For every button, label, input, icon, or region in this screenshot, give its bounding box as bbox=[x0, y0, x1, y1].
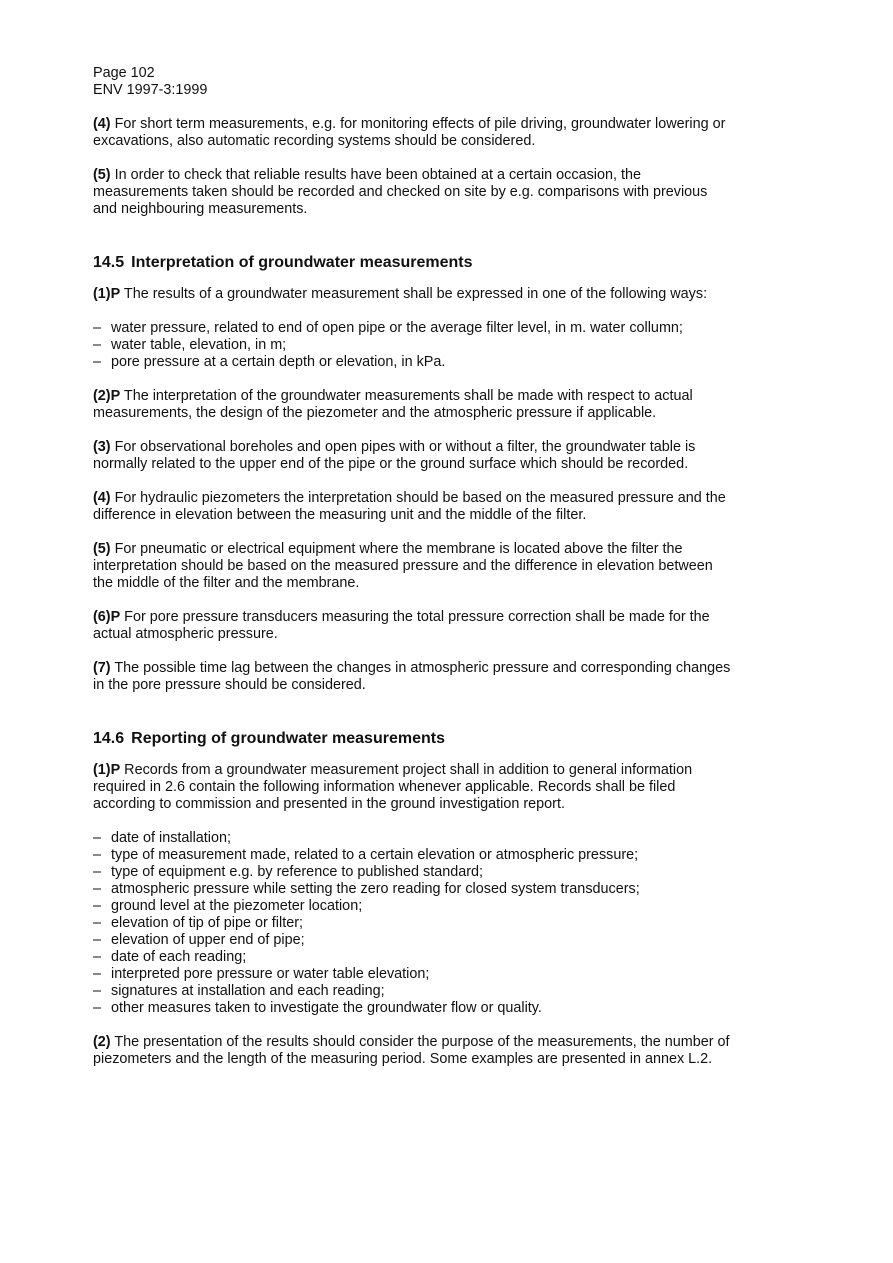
expression-list bbox=[93, 320, 733, 371]
clause-14-5-7 bbox=[93, 660, 733, 694]
clause-text: For pore pressure transducers measuring the total pressure correction shall be made for the actual atmospheric pressure. bbox=[93, 609, 710, 642]
section-heading-14-6 bbox=[93, 729, 733, 748]
clause-text: The results of a groundwater measurement shall be expressed in one of the following ways: bbox=[120, 286, 708, 302]
section-title: Reporting of groundwater measurements bbox=[131, 730, 445, 747]
clause-14-6-2 bbox=[93, 1034, 733, 1068]
clause-14-5-2 bbox=[93, 388, 733, 422]
document-code: ENV 1997-3:1999 bbox=[93, 82, 208, 98]
document-page bbox=[93, 65, 733, 1085]
clause-14-4-5 bbox=[93, 167, 733, 218]
section-number: 14.5 bbox=[93, 254, 125, 271]
clause-number: (4) bbox=[93, 116, 111, 132]
clause-text: The possible time lag between the changes in atmospheric pressure and corresponding changes in the pore pressure should be considered. bbox=[93, 660, 731, 693]
clause-text: The presentation of the results should consider the purpose of the measurements, the number of piezometers and the length of the measuring period. Some examples are presented in annex L.2. bbox=[93, 1034, 730, 1067]
clause-number: (7) bbox=[93, 660, 111, 676]
clause-number: (5) bbox=[93, 167, 111, 183]
clause-text: For hydraulic piezometers the interpretation should be based on the measured pressure and the difference in elevation between the measuring unit and the middle of the filter. bbox=[93, 490, 726, 523]
clause-14-6-1 bbox=[93, 762, 733, 813]
clause-text: For short term measurements, e.g. for monitoring effects of pile driving, groundwater lowering or excavations, also automatic recording systems should be considered. bbox=[93, 116, 726, 149]
clause-number: (5) bbox=[93, 541, 111, 557]
clause-number: (6)P bbox=[93, 609, 121, 625]
list-item: – water pressure, related to end of open pipe or the average filter level, in m. water collumn; bbox=[93, 320, 733, 337]
list-item: – other measures taken to investigate the groundwater flow or quality. bbox=[93, 1000, 733, 1017]
clause-14-5-5 bbox=[93, 541, 733, 592]
list-item: – type of equipment e.g. by reference to published standard; bbox=[93, 864, 733, 881]
record-information-list bbox=[93, 830, 733, 1017]
clause-text: For pneumatic or electrical equipment where the membrane is located above the filter the interpretation should be based on the measured pressure and the difference in elevation between the middle of the filter and the membrane. bbox=[93, 541, 713, 591]
section-heading-14-5 bbox=[93, 253, 733, 272]
section-title: Interpretation of groundwater measurements bbox=[131, 254, 473, 271]
clause-number: (2) bbox=[93, 1034, 111, 1050]
clause-14-5-6 bbox=[93, 609, 733, 643]
clause-14-5-3 bbox=[93, 439, 733, 473]
clause-number: (2)P bbox=[93, 388, 121, 404]
list-item: – ground level at the piezometer location; bbox=[93, 898, 733, 915]
section-number: 14.6 bbox=[93, 730, 125, 747]
page-header bbox=[93, 65, 733, 99]
clause-number: (1)P bbox=[93, 286, 121, 302]
clause-text: For observational boreholes and open pipes with or without a filter, the groundwater table is normally related to the upper end of the pipe or the ground surface which should be recorded. bbox=[93, 439, 696, 472]
list-item: – signatures at installation and each reading; bbox=[93, 983, 733, 1000]
clause-14-4-4 bbox=[93, 116, 733, 150]
clause-number: (3) bbox=[93, 439, 111, 455]
list-item: – elevation of upper end of pipe; bbox=[93, 932, 733, 949]
clause-text: Records from a groundwater measurement project shall in addition to general information required in 2.6 contain the following information whenever applicable. Records shall be filed according to commission and presented in the ground investigation report. bbox=[93, 762, 693, 812]
clause-14-5-4 bbox=[93, 490, 733, 524]
clause-text: The interpretation of the groundwater measurements shall be made with respect to actual measurements, the design of the piezometer and the atmospheric pressure if applicable. bbox=[93, 388, 693, 421]
page-number: Page 102 bbox=[93, 65, 155, 81]
list-item: – date of each reading; bbox=[93, 949, 733, 966]
clause-text: In order to check that reliable results have been obtained at a certain occasion, the measurements taken should be recorded and checked on site by e.g. comparisons with previous and neighbouring measurements. bbox=[93, 167, 708, 217]
list-item: – date of installation; bbox=[93, 830, 733, 847]
list-item: – interpreted pore pressure or water table elevation; bbox=[93, 966, 733, 983]
list-item: – water table, elevation, in m; bbox=[93, 337, 733, 354]
list-item: – atmospheric pressure while setting the zero reading for closed system transducers; bbox=[93, 881, 733, 898]
clause-number: (1)P bbox=[93, 762, 121, 778]
clause-14-5-1 bbox=[93, 286, 733, 303]
list-item: – type of measurement made, related to a certain elevation or atmospheric pressure; bbox=[93, 847, 733, 864]
list-item: – pore pressure at a certain depth or elevation, in kPa. bbox=[93, 354, 733, 371]
list-item: – elevation of tip of pipe or filter; bbox=[93, 915, 733, 932]
clause-number: (4) bbox=[93, 490, 111, 506]
